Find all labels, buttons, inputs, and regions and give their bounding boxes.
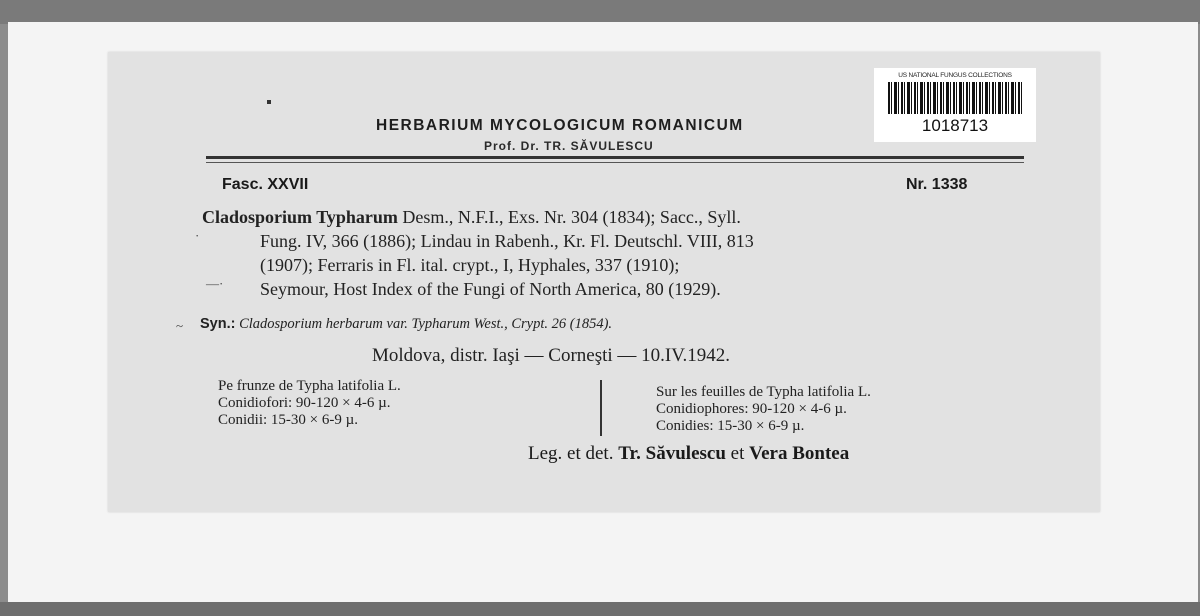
herbarium-title: HERBARIUM MYCOLOGICUM ROMANICUM: [376, 117, 744, 134]
description-line: Sur les feuilles de Typha latifolia L.: [656, 384, 871, 400]
collectors-line: [528, 443, 849, 465]
synonym-line: [200, 316, 612, 333]
specimen-number: Nr. 1338: [906, 176, 968, 193]
taxon-name: Cladosporium Typharum: [202, 207, 398, 227]
margin-mark: —·: [206, 276, 224, 291]
taxon-citation: [202, 205, 1028, 301]
margin-mark: ·: [195, 228, 200, 243]
collector-name: Vera Bontea: [749, 443, 850, 464]
header-rule-thin: [206, 162, 1024, 163]
barcode-label: [874, 68, 1036, 142]
collection-locality: Moldova, distr. Iaşi — Corneşti — 10.IV.1942.: [372, 345, 731, 366]
header-rule: [206, 156, 1024, 159]
description-line: Conidiophores: 90-120 × 4-6 µ.: [656, 401, 847, 417]
synonym-text: Cladosporium herbarum var. Typharum West., Crypt. 26 (1854).: [239, 316, 613, 332]
synonym-label: Syn.:: [200, 316, 236, 332]
barcode-bars: [888, 82, 1022, 114]
romanian-description: [218, 378, 401, 429]
margin-mark: ~: [176, 318, 184, 333]
citation-line: Seymour, Host Index of the Fungi of North America, 80 (1929).: [260, 279, 721, 299]
description-line: Conidies: 15-30 × 6-9 µ.: [656, 418, 805, 434]
background-top-strip: [0, 0, 1200, 24]
column-divider: [600, 380, 602, 436]
description-line: Pe frunze de Typha latifolia L.: [218, 378, 401, 394]
barcode-number: 1018713: [921, 116, 989, 135]
background-bottom-strip: [0, 602, 1200, 616]
herbarium-subtitle: Prof. Dr. TR. SĂVULESCU: [484, 139, 654, 153]
barcode-caption: US NATIONAL FUNGUS COLLECTIONS: [898, 72, 1012, 79]
citation-text: Desm., N.F.I., Exs. Nr. 304 (1834); Sacc., Syll.: [402, 207, 741, 227]
fascicle-number: Fasc. XXVII: [222, 176, 309, 193]
description-line: Conidii: 15-30 × 6-9 µ.: [218, 412, 359, 428]
ink-dot: [267, 100, 271, 104]
citation-line: (1907); Ferraris in Fl. ital. crypt., I, Hyphales, 337 (1910);: [260, 255, 680, 275]
collectors-joiner: et: [730, 443, 745, 464]
description-line: Conidiofori: 90-120 × 4-6 µ.: [218, 395, 391, 411]
citation-line: [202, 205, 1028, 229]
citation-line: Fung. IV, 366 (1886); Lindau in Rabenh., Kr. Fl. Deutschl. VIII, 813: [260, 231, 754, 251]
collectors-prefix: Leg. et det.: [528, 443, 614, 464]
collector-name: Tr. Săvulescu: [618, 443, 726, 464]
french-description: [656, 384, 871, 435]
